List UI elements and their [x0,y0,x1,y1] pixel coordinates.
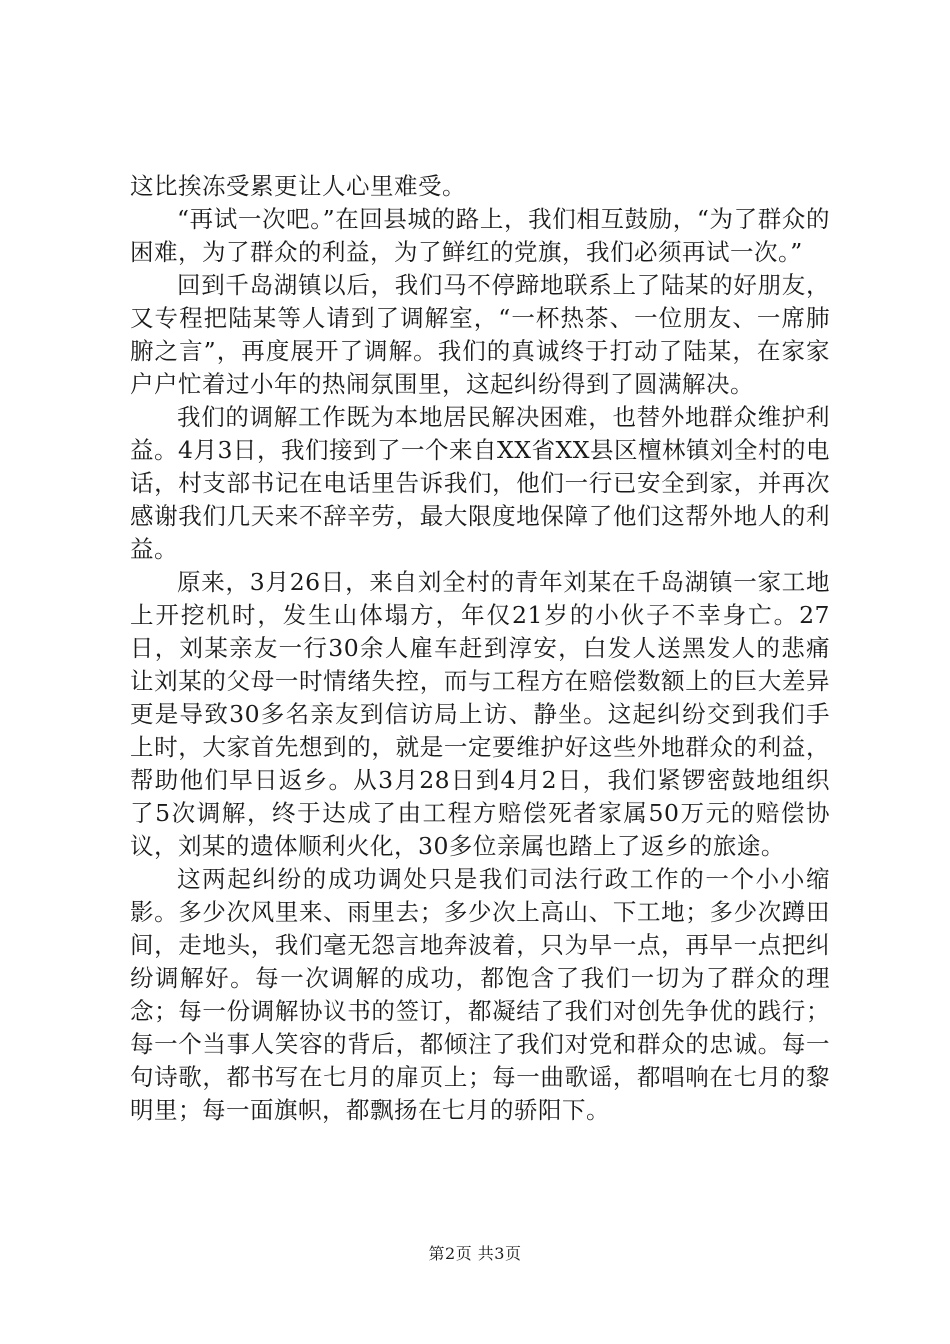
document-body [130,170,830,1127]
paragraph-3: 回到千岛湖镇以后，我们马不停蹄地联系上了陆某的好朋友，又专程把陆某等人请到了调解室，“一杯热茶、一位朋友、一席肺腑之言”，再度展开了调解。我们的真诚终于打动了陆某，在家家户户忙着过小年的热闹氛围里，这起纠纷得到了圆满解决。 [130,271,830,398]
paragraph-2: “再试一次吧。”在回县城的路上，我们相互鼓励，“为了群众的困难，为了群众的利益，为了鲜红的党旗，我们必须再试一次。” [130,205,830,266]
paragraph-1: 这比挨冻受累更让人心里难受。 [130,172,466,200]
paragraph-6: 这两起纠纷的成功调处只是我们司法行政工作的一个小小缩影。多少次风里来、雨里去；多少次上高山、下工地；多少次蹲田间，走地头，我们毫无怨言地奔波着，只为早一点，再早一点把纠纷调解好。每一次调解的成功，都饱含了我们一切为了群众的理念；每一份调解协议书的签订，都凝结了我们对创先争优的践行；每一个当事人笑容的背后，都倾注了我们对党和群众的忠诚。每一句诗歌，都书写在七月的扉页上；每一曲歌谣，都唱响在七月的黎明里；每一面旗帜，都飘扬在七月的骄阳下。 [130,865,830,1124]
paragraph-5: 原来，3月26日，来自刘全村的青年刘某在千岛湖镇一家工地上开挖机时，发生山体塌方，年仅21岁的小伙子不幸身亡。27日，刘某亲友一行30余人雇车赶到淳安，白发人送黑发人的悲痛让刘某的父母一时情绪失控，而与工程方在赔偿数额上的巨大差异更是导致30多名亲友到信访局上访、静坐。这起纠纷交到我们手上时，大家首先想到的，就是一定要维护好这些外地群众的利益，帮助他们早日返乡。从3月28日到4月2日，我们紧锣密鼓地组织了5次调解，终于达成了由工程方赔偿死者家属50万元的赔偿协议，刘某的遗体顺利火化，30多位亲属也踏上了返乡的旅途。 [130,568,830,860]
page-number: 第2页 共3页 [428,1244,522,1263]
page-footer [0,1243,950,1265]
paragraph-4: 我们的调解工作既为本地居民解决困难，也替外地群众维护利益。4月3日，我们接到了一个来自XX省XX县区檀林镇刘全村的电话，村支部书记在电话里告诉我们，他们一行已安全到家，并再次感谢我们几天来不辞辛劳，最大限度地保障了他们这帮外地人的利益。 [130,403,830,563]
